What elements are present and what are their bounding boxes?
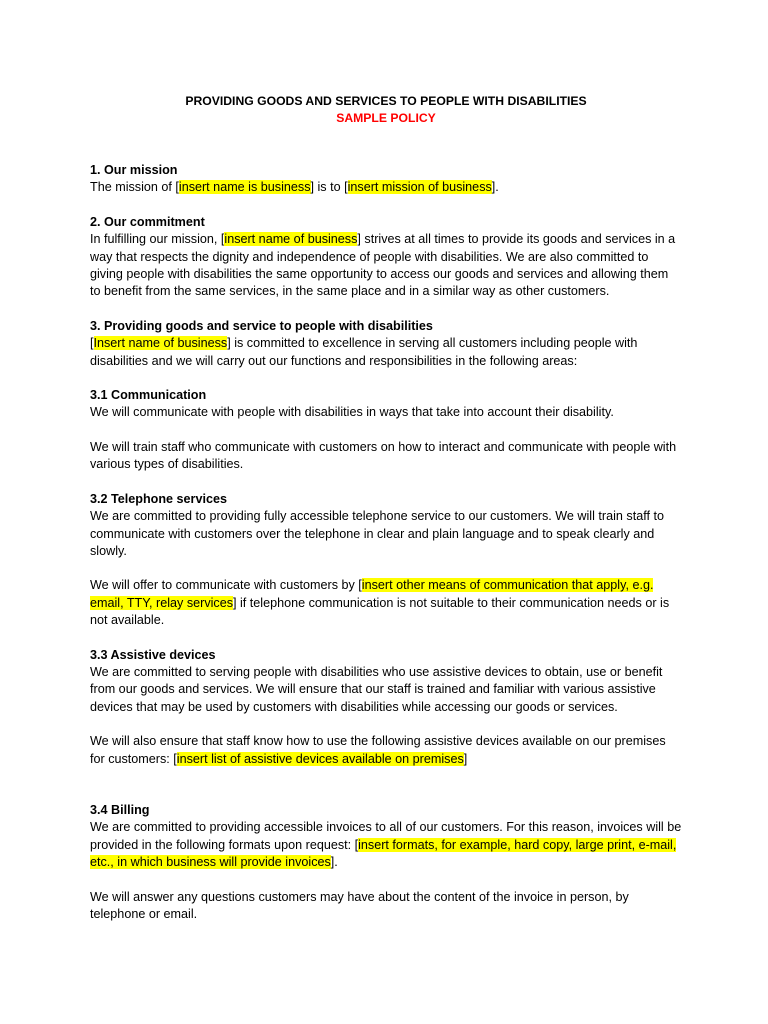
section-heading: 3.3 Assistive devices — [90, 647, 216, 662]
section-telephone — [90, 491, 682, 561]
section-heading: 3.2 Telephone services — [90, 491, 227, 506]
text-run: ] — [463, 751, 468, 766]
paragraph — [90, 819, 682, 871]
paragraph: We are committed to providing fully accessible telephone service to our customers. We will train staff to communicate with customers over the telephone in clear and plain language and to speak clearly and slowly. — [90, 509, 664, 558]
text-run: We will also ensure that staff know how to use the following assistive devices available on our premises for customers: [ — [90, 734, 666, 766]
section-heading: 3. Providing goods and service to people with disabilities — [90, 318, 433, 333]
section-providing — [90, 318, 682, 370]
text-run: ]. — [491, 180, 499, 195]
section-billing — [90, 802, 682, 872]
section-heading: 2. Our commitment — [90, 214, 205, 229]
placeholder-highlight: insert name of business — [224, 232, 358, 247]
placeholder-highlight: Insert name of business — [93, 336, 228, 351]
text-run: The mission of [ — [90, 180, 179, 195]
placeholder-highlight: insert other means of communication that apply, e.g. email, TTY, relay services — [90, 578, 654, 610]
text-run: We are committed to providing accessible invoices to all of our customers. For this reason, invoices will be provided in the following formats upon request: [ — [90, 820, 682, 852]
placeholder-highlight: insert mission of business — [347, 180, 492, 195]
paragraph — [90, 577, 682, 629]
paragraph — [90, 231, 682, 301]
section-heading: 3.4 Billing — [90, 802, 150, 817]
paragraph: We will answer any questions customers may have about the content of the invoice in person, by telephone or email. — [90, 889, 629, 921]
section-mission — [90, 162, 682, 197]
placeholder-highlight: insert name is business — [178, 180, 311, 195]
document-subtitle: SAMPLE POLICY — [336, 111, 436, 125]
section-assistive-continued — [90, 733, 682, 768]
section-heading: 3.1 Communication — [90, 388, 207, 403]
text-run: ] is committed to excellence in serving all customers including people with disabilities and we will carry out our functions and responsibilities in the following areas: — [90, 336, 638, 368]
section-telephone-continued — [90, 577, 682, 629]
paragraph — [90, 179, 682, 196]
section-communication — [90, 387, 682, 422]
paragraph — [90, 335, 682, 370]
text-run: ] strives at all times to provide its goods and services in a way that respects the dignity and independence of people with disabilities. We are also committed to giving people with disabilities the same opportunity to access our goods and services and allowing them to benefit from the same services, in the same place and in a similar way as other customers. — [90, 232, 676, 299]
text-run: ]. — [330, 855, 338, 870]
text-run: ] is to [ — [310, 180, 348, 195]
placeholder-highlight: insert list of assistive devices available on premises — [176, 751, 464, 766]
section-communication-continued — [90, 439, 682, 474]
section-commitment — [90, 214, 682, 301]
text-run: In fulfilling our mission, [ — [90, 232, 225, 247]
paragraph: We will communicate with people with disabilities in ways that take into account their disability. — [90, 405, 614, 420]
document-title: PROVIDING GOODS AND SERVICES TO PEOPLE WITH DISABILITIES — [185, 94, 587, 108]
placeholder-highlight: insert formats, for example, hard copy, large print, e-mail, etc., in which business will provide invoices — [90, 837, 677, 870]
paragraph — [90, 733, 682, 768]
paragraph: We are committed to serving people with disabilities who use assistive devices to obtain, use or benefit from our goods and services. We will ensure that our staff is trained and familiar with various assistive devices that may be used by customers with disabilities while accessing our goods or services. — [90, 664, 663, 714]
text-run: [ — [90, 336, 94, 351]
section-billing-continued — [90, 889, 682, 924]
paragraph: We will train staff who communicate with customers on how to interact and communicate with people with various types of disabilities. — [90, 439, 677, 472]
text-run: We will offer to communicate with customers by [ — [90, 578, 362, 593]
section-assistive — [90, 647, 682, 717]
section-heading: 1. Our mission — [90, 163, 178, 177]
document-page — [90, 93, 682, 940]
text-run: ] if telephone communication is not suitable to their communication needs or is not available. — [90, 595, 670, 628]
